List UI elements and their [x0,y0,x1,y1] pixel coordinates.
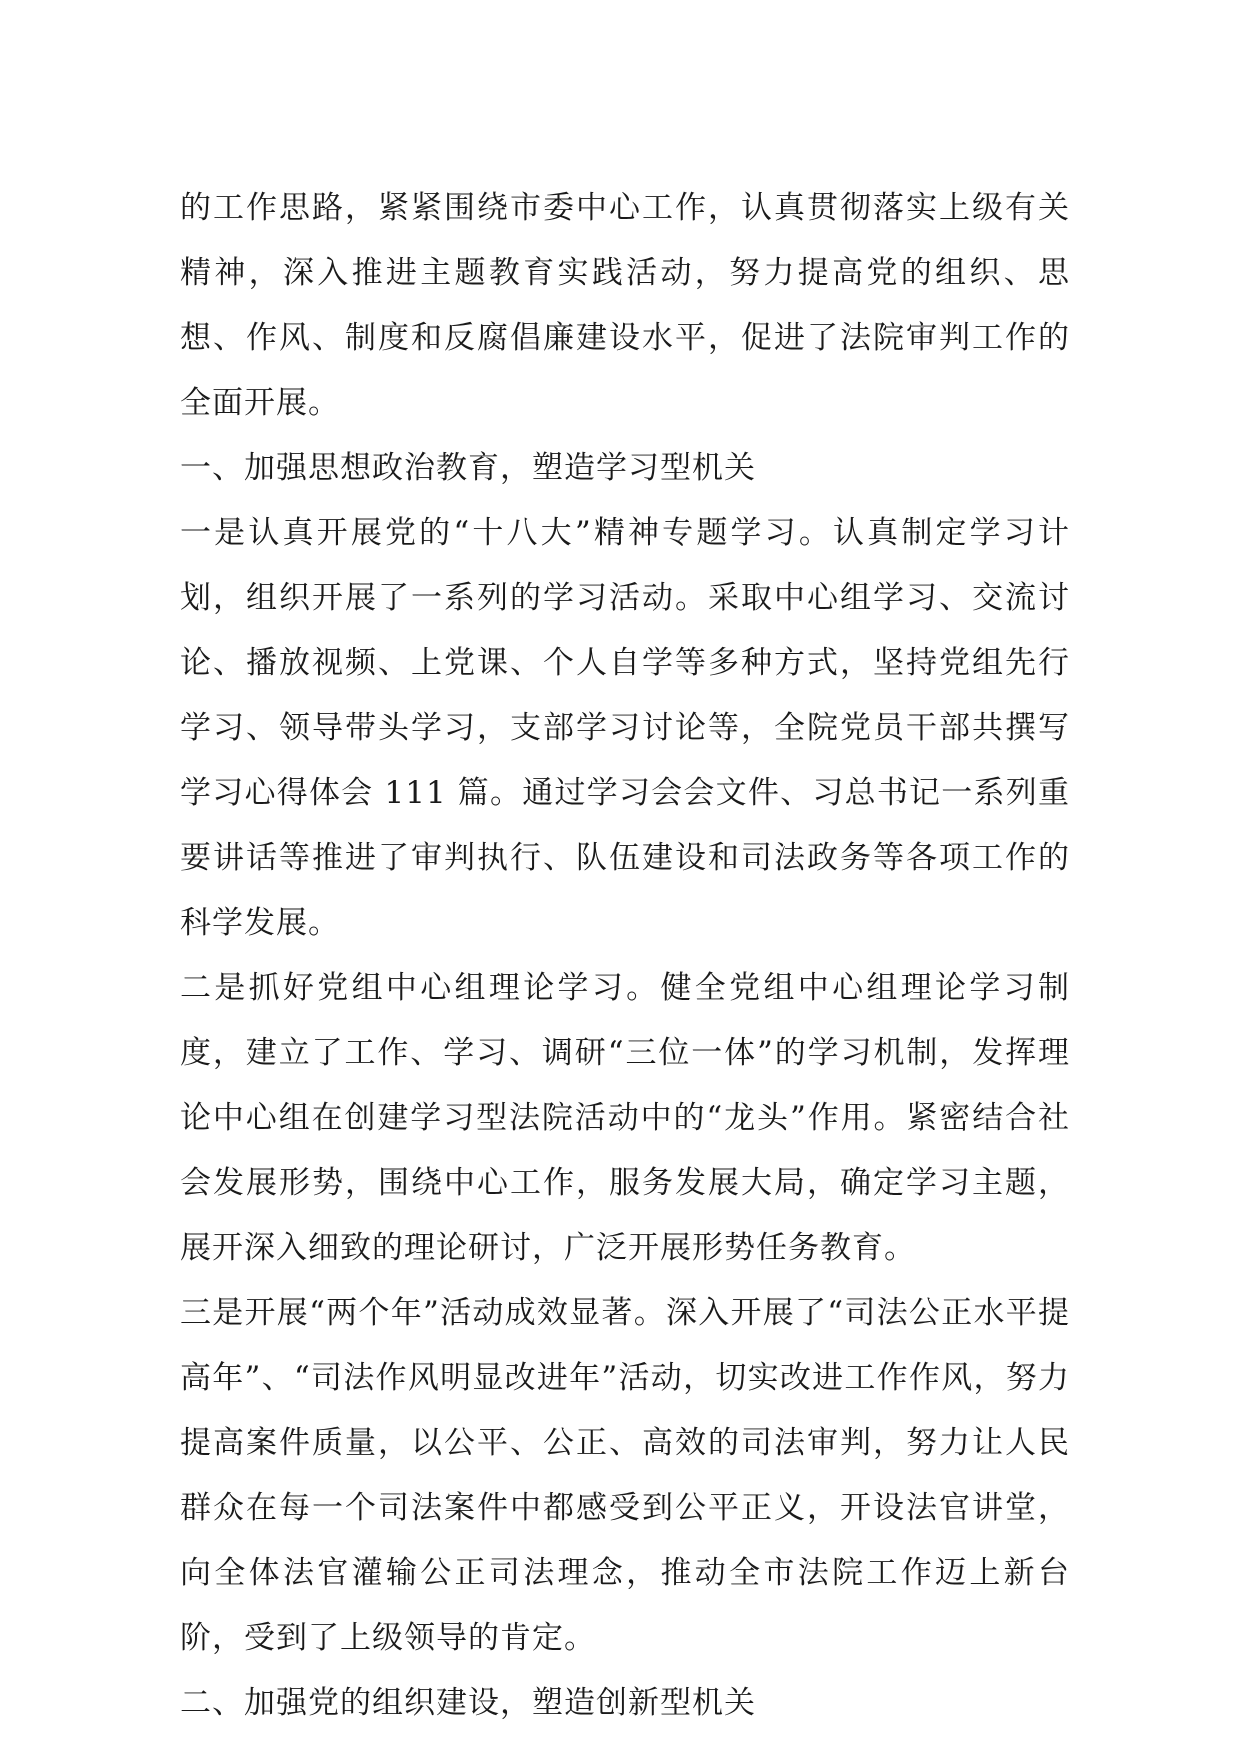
paragraph-two-years-activity: 三是开展“两个年”活动成效显著。深入开展了“司法公正水平提高年”、“司法作风明显改进年”活动，切实改进工作作风，努力提高案件质量，以公平、公正、高效的司法审判，努力让人民群众在每一个司法案件中都感受到公平正义，开设法官讲堂，向全体法官灌输公正司法理念，推动全市法院工作迈上新台阶，受到了上级领导的肯定。 [180,1295,1070,1656]
section-heading-1: 一、加强思想政治教育，塑造学习型机关 [180,450,756,486]
paragraph-study-18th-congress: 一是认真开展党的“十八大”精神专题学习。认真制定学习计划，组织开展了一系列的学习活动。采取中心组学习、交流讨论、播放视频、上党课、个人自学等多种方式，坚持党组先行学习、领导带头学习，支部学习讨论等，全院党员干部共撰写学习心得体会 111 篇。通过学习会会文件、习总书记一系列重要讲话等推进了审判执行、队伍建设和司法政务等各项工作的科学发展。 [180,515,1070,941]
paragraph-intro: 的工作思路，紧紧围绕市委中心工作，认真贯彻落实上级有关精神，深入推进主题教育实践活动，努力提高党的组织、思想、作风、制度和反腐倡廉建设水平，促进了法院审判工作的全面开展。 [180,190,1070,421]
document-body [180,176,1070,1736]
paragraph-theory-study: 二是抓好党组中心组理论学习。健全党组中心组理论学习制度，建立了工作、学习、调研“三位一体”的学习机制，发挥理论中心组在创建学习型法院活动中的“龙头”作用。紧密结合社会发展形势，围绕中心工作，服务发展大局，确定学习主题，展开深入细致的理论研讨，广泛开展形势任务教育。 [180,970,1070,1266]
section-heading-2: 二、加强党的组织建设，塑造创新型机关 [180,1685,756,1721]
